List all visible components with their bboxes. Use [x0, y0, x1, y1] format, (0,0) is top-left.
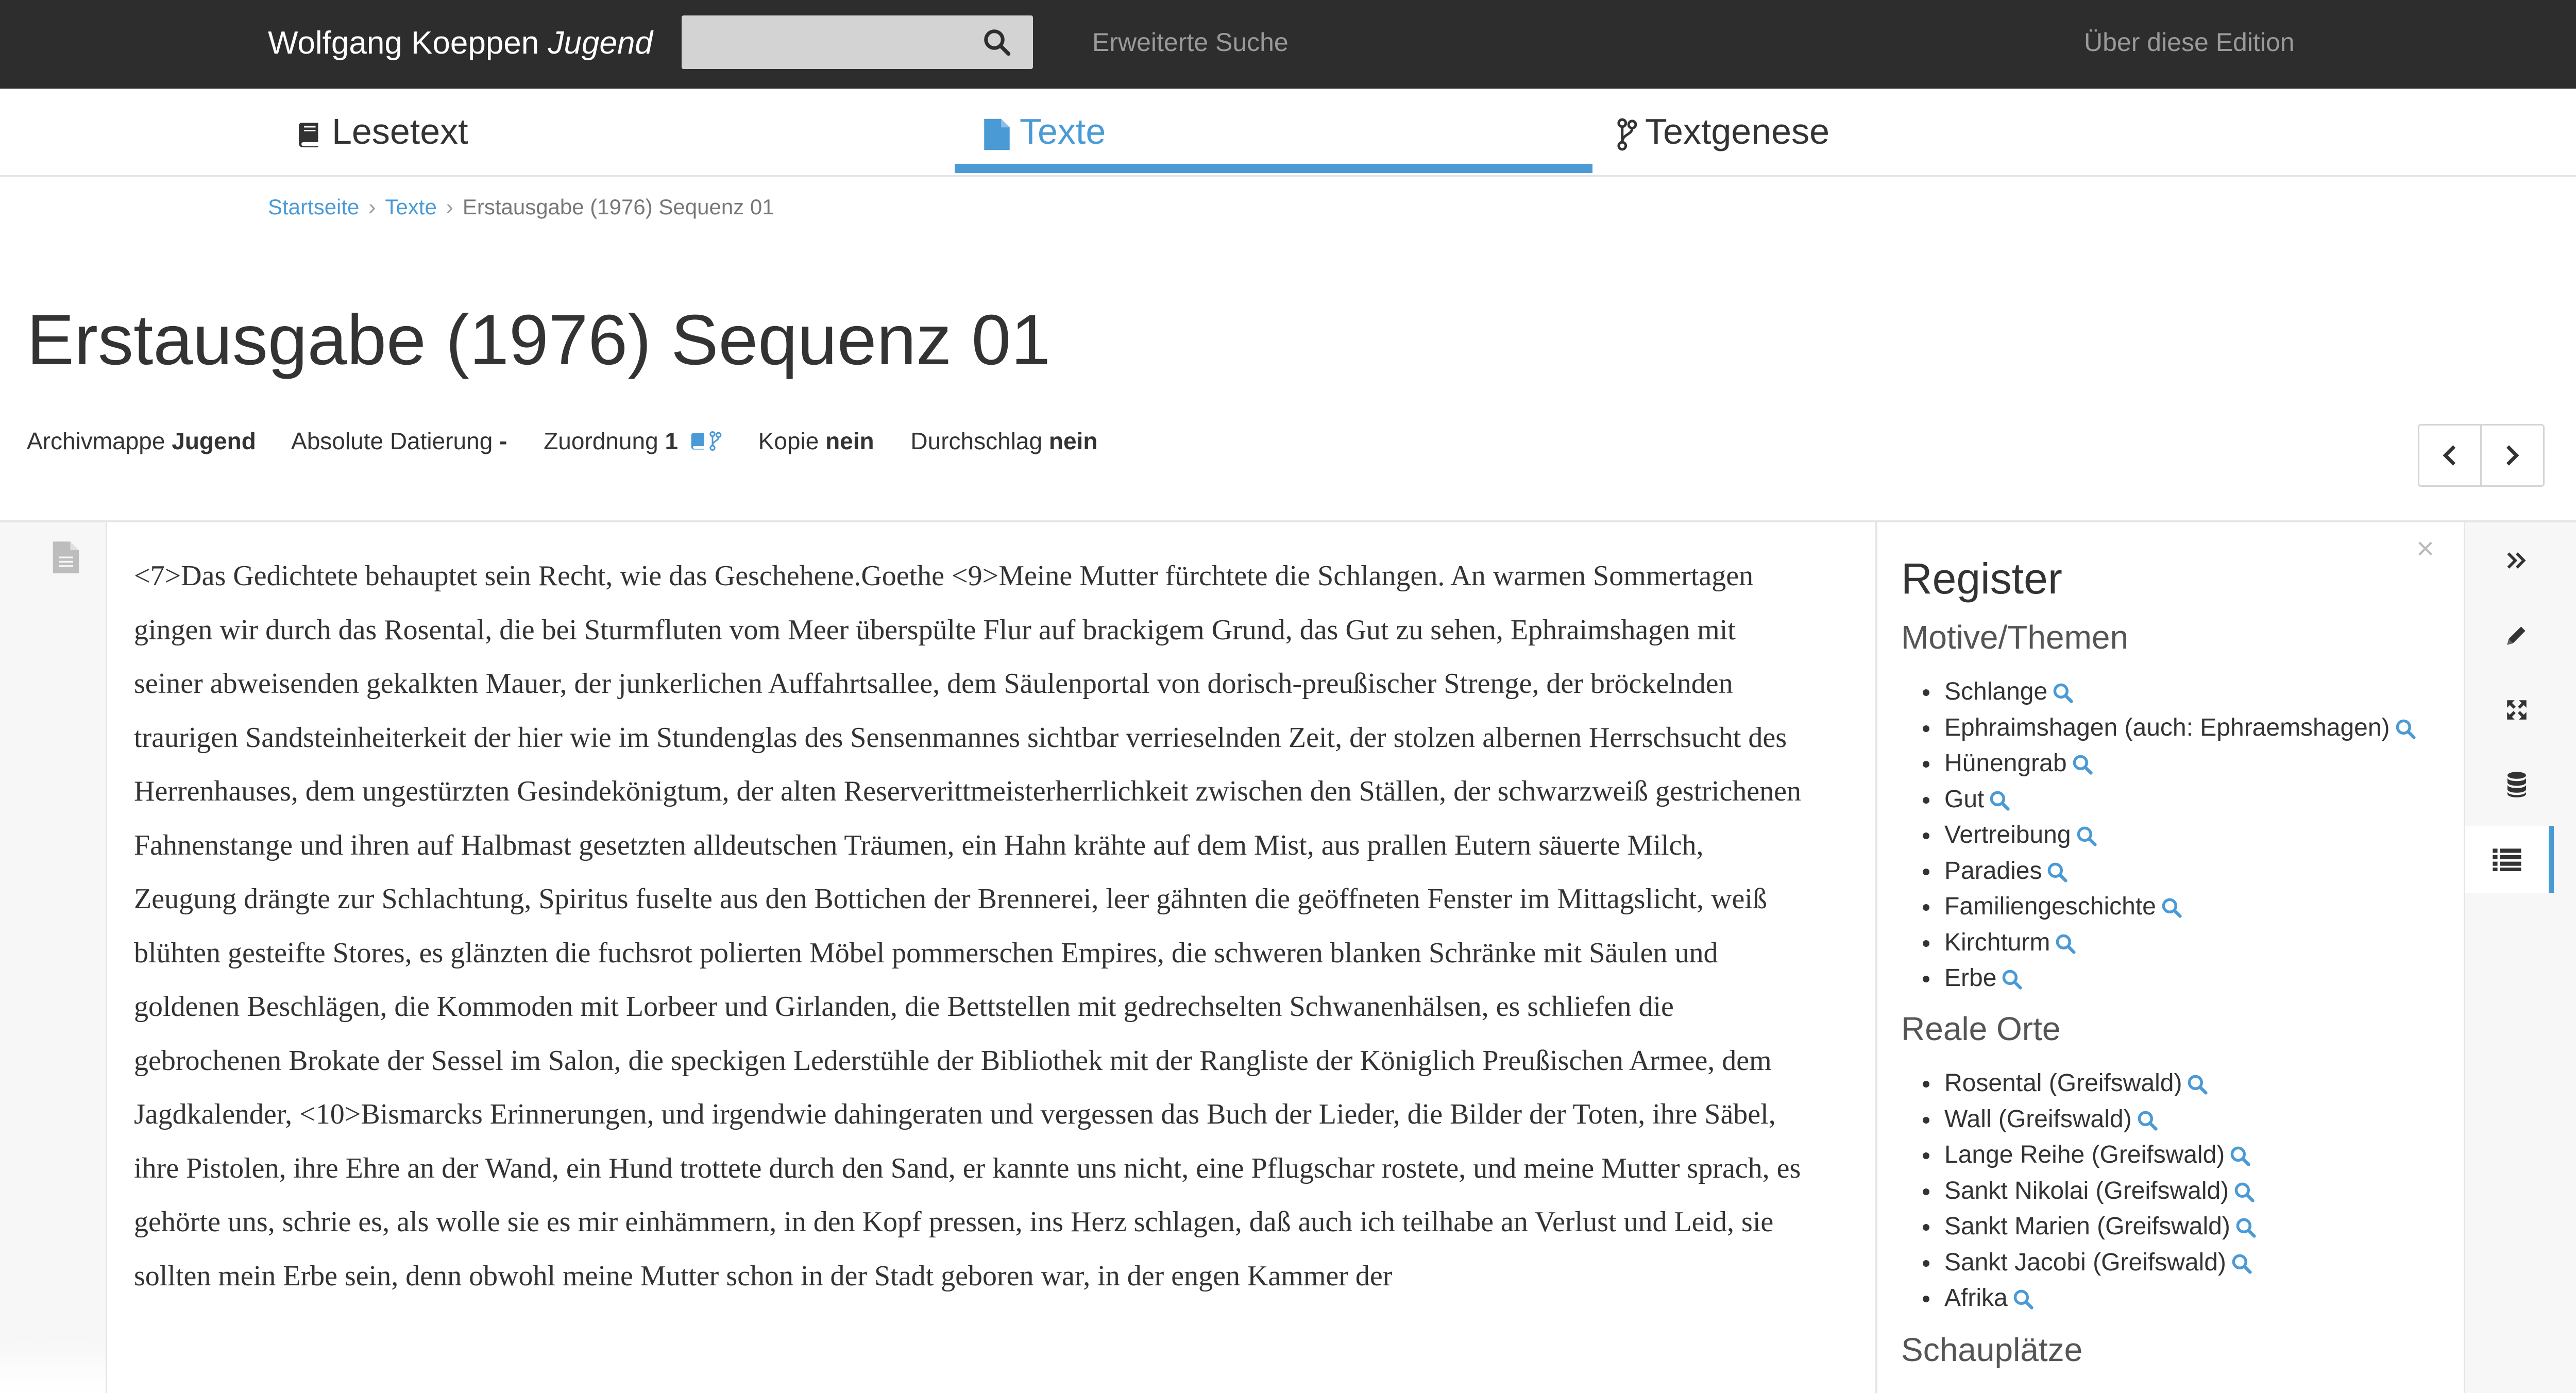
search-icon[interactable]	[2071, 753, 2094, 776]
branch-icon[interactable]	[708, 431, 722, 451]
register-entry[interactable]	[1944, 710, 2417, 746]
tab-lesetext-label: Lesetext	[332, 111, 468, 151]
register-title: Register	[1901, 554, 2062, 603]
search-icon[interactable]	[981, 27, 1012, 58]
register-entry[interactable]	[1944, 1245, 2257, 1281]
meta-kopie: Kopie nein	[758, 428, 874, 454]
register-entry-label: Schlange	[1944, 678, 2048, 705]
search-icon[interactable]	[2054, 932, 2077, 955]
previous-button[interactable]	[2419, 426, 2482, 485]
advanced-search-link[interactable]: Erweiterte Suche	[1092, 28, 1289, 57]
search-icon[interactable]	[2046, 861, 2069, 884]
breadcrumb-separator: ›	[368, 195, 376, 219]
gutter-fade	[0, 1339, 106, 1393]
search-icon[interactable]	[2136, 1109, 2159, 1132]
register-heading-schauplaetze: Schauplätze	[1901, 1331, 2083, 1368]
close-icon[interactable]: ×	[2416, 531, 2435, 566]
register-entry[interactable]	[1944, 853, 2417, 889]
collapse-panel-button[interactable]	[2483, 527, 2550, 594]
search-icon[interactable]	[2230, 1252, 2253, 1275]
text-gutter	[0, 522, 107, 1393]
breadcrumb-current: Erstausgabe (1976) Sequenz 01	[462, 195, 774, 219]
meta-archivmappe: Archivmappe Jugend	[27, 428, 256, 454]
pager	[2418, 424, 2545, 487]
file-icon	[981, 117, 1012, 151]
search-input[interactable]	[682, 15, 1033, 69]
register-entry[interactable]	[1944, 1137, 2257, 1173]
document-metadata	[27, 426, 1127, 456]
expand-icon	[2504, 697, 2530, 723]
register-list-motive	[1944, 674, 2417, 996]
search-icon[interactable]	[2233, 1181, 2256, 1203]
breadcrumb-texte[interactable]: Texte	[385, 195, 437, 219]
register-entry[interactable]	[1944, 960, 2417, 996]
register-entry-label: Paradies	[1944, 857, 2042, 885]
register-entry[interactable]	[1944, 782, 2417, 818]
register-entry-label: Ephraimshagen (auch: Ephraemshagen)	[1944, 714, 2390, 741]
register-list-orte	[1944, 1065, 2257, 1316]
register-entry-label: Sankt Nikolai (Greifswald)	[1944, 1177, 2229, 1204]
search-icon[interactable]	[2001, 968, 2023, 991]
database-button[interactable]	[2483, 751, 2550, 818]
register-entry[interactable]	[1944, 1173, 2257, 1209]
book-icon[interactable]	[688, 431, 708, 451]
database-icon	[2505, 771, 2529, 799]
register-entry[interactable]	[1944, 745, 2417, 782]
book-icon	[294, 119, 325, 150]
register-heading-orte: Reale Orte	[1901, 1010, 2061, 1047]
register-entry[interactable]	[1944, 889, 2417, 925]
active-tab-indicator	[955, 164, 1592, 173]
pencil-icon	[2504, 622, 2530, 648]
search-icon[interactable]	[2052, 682, 2074, 704]
reading-text: <7>Das Gedichtete behauptet sein Recht, wie das Geschehene.Goethe <9>Meine Mutter fürchtete die Schlangen. An warmen Sommertagen gingen wir durch das Rosental, die bei Sturmfluten vom Meer überspülte Flur auf brackigem Grund, das Gut zu sehen, Ephraimshagen mit seiner abweisenden gekalkten Mauer, der junkerlichen Auffahrtsallee, dem Säulenportal von dorisch-preußischer Strenge, der bröckelnden traurigen Sandsteinheiterkeit der hier wie im Stundenglas des Sensenmannes sichtbar verrieselnden Zeit, der stolzen albernen Herrschsucht des Herrenhauses, dem ungestürzten Gesindekönigtum, der alten Reserverittmeisterherrlichkeit zwischen den Ställen, der schwarzweiß gestrichenen Fahnenstange und ihren auf Halbmast gesetzten alldeutschen Träumen, ein Hahn krähte auf dem Mist, aus prallen Eutern säuerte Milch, Zeugung drängte zur Schlachtung, Spiritus fuselte aus den Bottichen der Brennerei, leer gähnten die geöffneten Fenster im Mittagslicht, weiß blühten gesteifte Stores, es glänzten die fuchsrot polierten Möbel pommerschen Empires, die schweren blanken Schränke mit Säulen und goldenen Beschlägen, die Kommoden mit Lorbeer und Girlanden, die Bettstellen mit gedrechselten Schwanenhälsen, es schliefen die gebrochenen Brokate der Sessel im Salon, die speckigen Lederstühle der Bibliothek mit der Rangliste der Königlich Preußischen Armee, dem Jagdkalender, <10>Bismarcks Erinnerungen, und irgendwie dahingeraten und vergessen das Buch der Lieder, die Bilder der Toten, ihre Säbel, ihre Pistolen, ihre Ehre an der Wand, ein Hund trottete durch den Sand, er kannte uns nicht, eine Pflugschar rostete, und meine Mutter sprach, es gehörte uns, schrie es, als wolle sie es mir einhämmern, in den Kopf pressen, ins Herz schlagen, daß auch ich teilhabe an Verlust und Leid, sie sollten mein Erbe sein, denn obwohl meine Mutter schon in der Stadt geboren war, in der engen Kammer der	[134, 560, 1801, 1292]
register-entry[interactable]	[1944, 1101, 2257, 1137]
register-button[interactable]	[2465, 826, 2554, 893]
search-icon[interactable]	[1988, 789, 2011, 812]
branch-icon	[1615, 117, 1638, 151]
meta-durchschlag: Durchschlag nein	[910, 428, 1098, 454]
tab-texte[interactable]	[981, 103, 1106, 160]
register-entry-label: Wall (Greifswald)	[1944, 1105, 2132, 1133]
register-entry-label: Hünengrab	[1944, 750, 2067, 777]
search-icon[interactable]	[2234, 1216, 2257, 1239]
page-title: Erstausgabe (1976) Sequenz 01	[27, 300, 1051, 380]
register-entry-label: Lange Reihe (Greifswald)	[1944, 1141, 2225, 1168]
search-icon[interactable]	[2012, 1288, 2035, 1311]
chevron-right-icon	[2503, 444, 2521, 467]
site-title[interactable]: Wolfgang Koeppen Jugend	[268, 25, 653, 61]
chevron-left-icon	[2441, 444, 2459, 467]
search-icon[interactable]	[2394, 718, 2417, 740]
register-entry[interactable]	[1944, 1209, 2257, 1245]
register-entry-label: Kirchturm	[1944, 928, 2050, 956]
register-entry-label: Vertreibung	[1944, 821, 2071, 848]
edit-button[interactable]	[2483, 602, 2550, 669]
register-entry-label: Sankt Marien (Greifswald)	[1944, 1213, 2230, 1240]
double-chevron-right-icon	[2505, 550, 2528, 571]
tab-texte-label: Texte	[1020, 111, 1106, 151]
register-entry[interactable]	[1944, 817, 2417, 853]
search-icon[interactable]	[2160, 896, 2183, 919]
tab-lesetext[interactable]	[294, 103, 468, 160]
register-entry-label: Familiengeschichte	[1944, 893, 2156, 920]
search-icon[interactable]	[2075, 825, 2098, 847]
register-heading-motive: Motive/Themen	[1901, 619, 2129, 656]
breadcrumb-home[interactable]: Startseite	[268, 195, 360, 219]
breadcrumb	[268, 192, 774, 223]
register-entry-label: Sankt Jacobi (Greifswald)	[1944, 1248, 2226, 1276]
tab-textgenese-label: Textgenese	[1645, 111, 1830, 151]
breadcrumb-separator: ›	[446, 195, 453, 219]
register-entry-label: Rosental (Greifswald)	[1944, 1069, 2182, 1097]
fullscreen-button[interactable]	[2483, 676, 2550, 743]
list-icon	[2493, 847, 2521, 871]
register-entry[interactable]	[1944, 1065, 2257, 1101]
about-edition-link[interactable]: Über diese Edition	[2084, 28, 2295, 57]
register-entry-label: Erbe	[1944, 964, 1997, 992]
file-icon[interactable]	[52, 540, 80, 575]
next-button[interactable]	[2482, 426, 2543, 485]
register-entry[interactable]	[1944, 925, 2417, 961]
register-entry[interactable]	[1944, 1280, 2257, 1316]
register-entry-label: Afrika	[1944, 1284, 2008, 1312]
register-entry-label: Gut	[1944, 785, 1985, 813]
meta-zuordnung: Zuordnung 1	[544, 428, 722, 454]
search-icon[interactable]	[2186, 1073, 2209, 1096]
tab-textgenese[interactable]	[1615, 103, 1829, 160]
search-icon[interactable]	[2229, 1145, 2251, 1167]
register-entry[interactable]	[1944, 674, 2417, 710]
meta-datierung: Absolute Datierung -	[291, 428, 507, 454]
